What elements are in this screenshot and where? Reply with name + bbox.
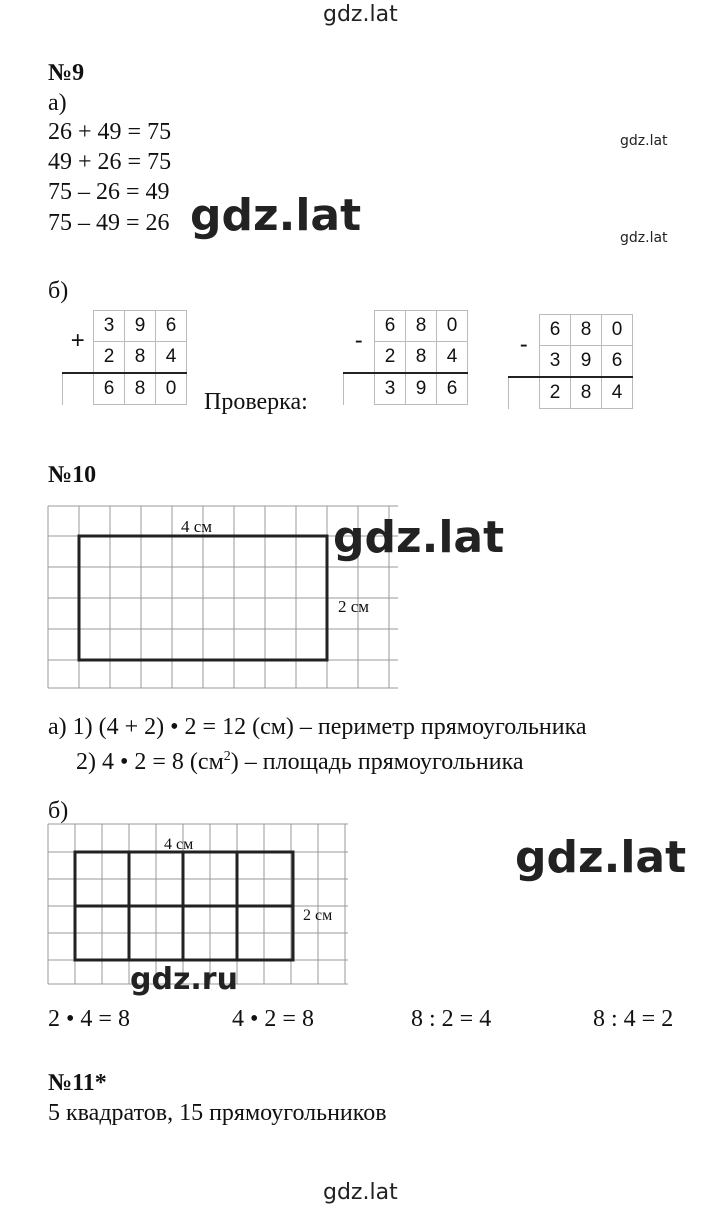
digit-cell: 8 bbox=[406, 311, 437, 342]
equation: 75 – 49 = 26 bbox=[48, 210, 170, 236]
equation: 49 + 26 = 75 bbox=[48, 149, 172, 175]
result-cell: 6 bbox=[437, 373, 468, 405]
column-subtraction bbox=[508, 314, 633, 409]
expression: 8 : 4 = 2 bbox=[593, 1006, 674, 1032]
watermark-top: gdz.lat bbox=[323, 2, 398, 27]
watermark-big: gdz.lat bbox=[515, 832, 687, 883]
watermark-bottom: gdz.lat bbox=[323, 1180, 398, 1205]
operation-sign: - bbox=[519, 331, 528, 359]
watermark-small: gdz.lat bbox=[620, 230, 668, 246]
digit-cell: 8 bbox=[571, 315, 602, 346]
area-line-text: ) – площадь прямоугольника bbox=[230, 749, 524, 775]
result-cell: 4 bbox=[602, 377, 633, 409]
task10-part-b-label: б) bbox=[48, 798, 69, 824]
result-cell: 8 bbox=[571, 377, 602, 409]
task9-heading: №9 bbox=[48, 60, 85, 86]
digit-cell: 8 bbox=[125, 342, 156, 374]
width-label: 4 см bbox=[164, 836, 194, 853]
result-cell: 9 bbox=[406, 373, 437, 405]
result-cell: 6 bbox=[94, 373, 125, 405]
result-cell: 8 bbox=[125, 373, 156, 405]
perimeter-line: а) 1) (4 + 2) • 2 = 12 (см) – периметр прямоугольника bbox=[48, 714, 587, 740]
width-label: 4 см bbox=[181, 517, 213, 536]
area-line-sup: 2 bbox=[223, 749, 231, 764]
digit-cell: 8 bbox=[406, 342, 437, 374]
equation: 26 + 49 = 75 bbox=[48, 119, 172, 145]
digit-cell: 9 bbox=[125, 311, 156, 342]
area-line-text: 2) 4 • 2 = 8 (см bbox=[76, 749, 224, 775]
result-cell: 2 bbox=[540, 377, 571, 409]
task11-heading: №11* bbox=[48, 1070, 107, 1096]
expression: 4 • 2 = 8 bbox=[232, 1006, 314, 1032]
operation-sign: - bbox=[354, 327, 363, 355]
task10-heading: №10 bbox=[48, 462, 97, 488]
result-cell: 3 bbox=[375, 373, 406, 405]
digit-cell: 2 bbox=[94, 342, 125, 374]
digit-cell: 3 bbox=[94, 311, 125, 342]
column-addition bbox=[62, 310, 187, 405]
operation-sign: + bbox=[70, 327, 85, 355]
task11-answer: 5 квадратов, 15 прямоугольников bbox=[48, 1100, 387, 1126]
task9-part-a-label: а) bbox=[48, 90, 67, 116]
digit-cell: 4 bbox=[156, 342, 187, 374]
digit-cell: 0 bbox=[437, 311, 468, 342]
digit-cell: 2 bbox=[375, 342, 406, 374]
expression: 8 : 2 = 4 bbox=[411, 1006, 492, 1032]
digit-cell: 6 bbox=[602, 346, 633, 378]
digit-cell: 0 bbox=[602, 315, 633, 346]
equation: 75 – 26 = 49 bbox=[48, 179, 170, 205]
digit-cell: 6 bbox=[540, 315, 571, 346]
column-subtraction bbox=[343, 310, 468, 405]
task9-part-b-label: б) bbox=[48, 278, 69, 304]
check-label: Проверка: bbox=[204, 389, 308, 415]
height-label: 2 см bbox=[338, 597, 370, 616]
watermark-big: gdz.lat bbox=[333, 512, 505, 563]
digit-cell: 9 bbox=[571, 346, 602, 378]
result-cell: 0 bbox=[156, 373, 187, 405]
height-label: 2 см bbox=[303, 907, 333, 924]
area-line bbox=[76, 742, 524, 777]
watermark-gdz-ru: gdz.ru bbox=[130, 962, 238, 997]
digit-cell: 6 bbox=[156, 311, 187, 342]
watermark-big: gdz.lat bbox=[190, 190, 362, 241]
watermark-small: gdz.lat bbox=[620, 133, 668, 149]
digit-cell: 3 bbox=[540, 346, 571, 378]
expression: 2 • 4 = 8 bbox=[48, 1006, 130, 1032]
digit-cell: 4 bbox=[437, 342, 468, 374]
digit-cell: 6 bbox=[375, 311, 406, 342]
